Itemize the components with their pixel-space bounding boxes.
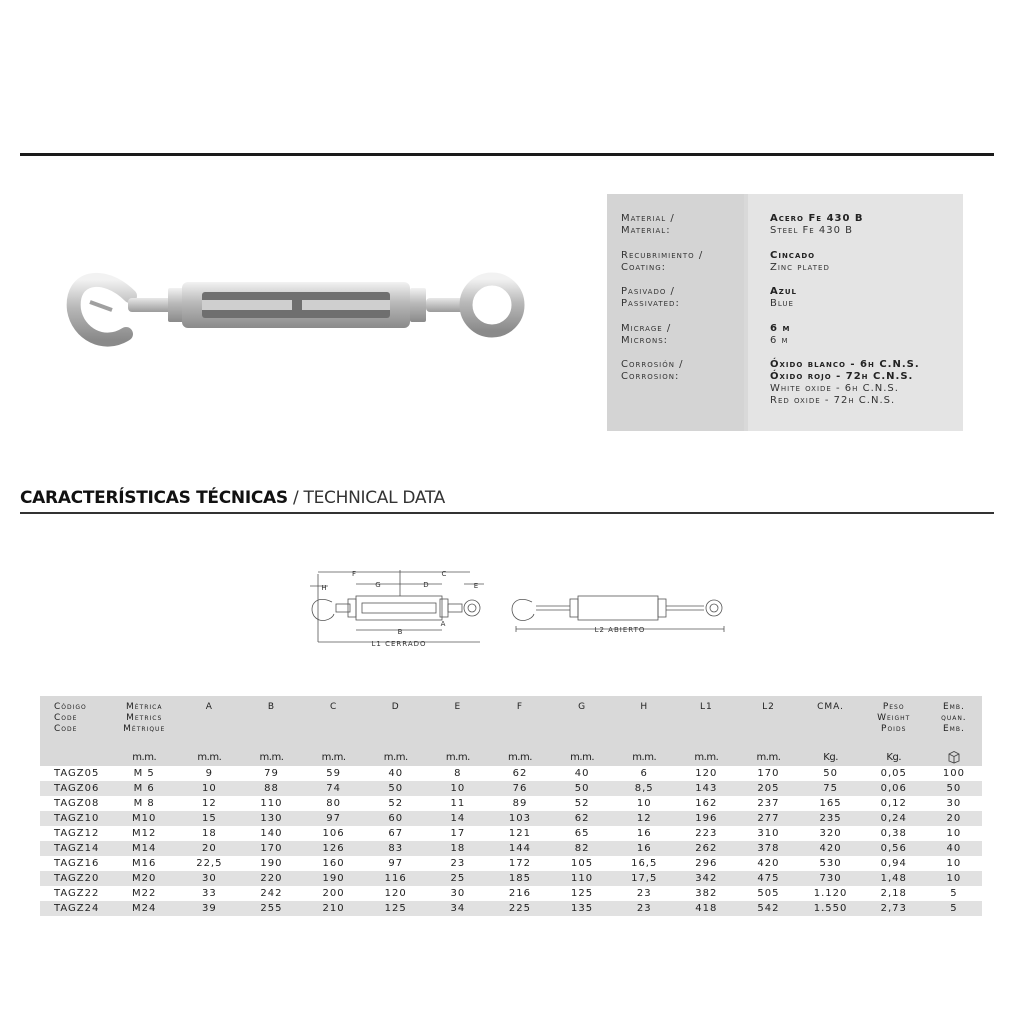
table-cell: TAGZ24 [40,901,110,916]
table-cell: 277 [737,811,799,826]
table-cell: 15 [178,811,240,826]
table-cell: 242 [240,886,302,901]
table-row [40,901,982,916]
spec-label-en: Coating: [621,262,666,273]
dim-label-l1: L1 CERRADO [371,640,427,648]
table-cell: 52 [551,796,613,811]
table-cell: 172 [489,856,551,871]
table-cell: 5 [926,886,982,901]
table-cell: 190 [303,871,365,886]
table-cell: 16,5 [613,856,675,871]
spec-label-en: Microns: [621,335,669,346]
unit-cell: m.m. [303,748,365,766]
table-cell: 12 [178,796,240,811]
table-cell: 135 [551,901,613,916]
table-cell: 39 [178,901,240,916]
table-row [40,856,982,871]
unit-cell: m.m. [427,748,489,766]
table-cell: 100 [926,766,982,781]
section-title [20,488,445,508]
section-title-es: CARACTERÍSTICAS TÉCNICAS [20,488,288,508]
table-cell: 120 [365,886,427,901]
table-cell: 296 [675,856,737,871]
table-cell: TAGZ20 [40,871,110,886]
table-cell: 418 [675,901,737,916]
table-cell: 62 [551,811,613,826]
table-cell: 200 [303,886,365,901]
table-cell: 59 [303,766,365,781]
table-cell: 25 [427,871,489,886]
col-header-l1: L1 [675,696,737,748]
table-cell: TAGZ06 [40,781,110,796]
table-header-row [40,696,982,748]
table-cell: 1.120 [800,886,862,901]
spec-label-en: Corrosion: [621,371,680,382]
table-cell: 52 [365,796,427,811]
table-cell: 116 [365,871,427,886]
spec-value-es: Azul [770,286,797,297]
unit-cell: m.m. [240,748,302,766]
unit-cell: m.m. [178,748,240,766]
spec-label-es: Recubrimiento / [621,250,704,261]
table-cell: 0,12 [862,796,926,811]
table-cell: 88 [240,781,302,796]
table-cell: M22 [110,886,178,901]
table-cell: 34 [427,901,489,916]
table-row [40,886,982,901]
unit-cell: m.m. [489,748,551,766]
table-cell: M 8 [110,796,178,811]
table-cell: 140 [240,826,302,841]
table-cell: M14 [110,841,178,856]
table-cell: 0,05 [862,766,926,781]
specifications-panel [607,194,963,431]
table-cell: 165 [800,796,862,811]
spec-value-en: White oxide - 6h C.N.S. [770,383,899,394]
unit-cell: m.m. [613,748,675,766]
table-cell: 65 [551,826,613,841]
spec-value-en: Blue [770,298,794,309]
col-header-b: B [240,696,302,748]
table-cell: 378 [737,841,799,856]
table-cell: 23 [613,886,675,901]
table-cell: 1.550 [800,901,862,916]
table-cell: 23 [613,901,675,916]
table-cell: 106 [303,826,365,841]
spec-value-en: Zinc plated [770,262,830,273]
table-cell: 237 [737,796,799,811]
table-units-row [40,748,982,766]
table-cell: TAGZ08 [40,796,110,811]
col-header-g: G [551,696,613,748]
table-cell: 8,5 [613,781,675,796]
table-cell: M10 [110,811,178,826]
table-cell: 216 [489,886,551,901]
table-cell: 110 [240,796,302,811]
table-cell: 162 [675,796,737,811]
col-header-metric: Métrica Metrics Métrique [110,696,178,748]
table-cell: 320 [800,826,862,841]
table-cell: 83 [365,841,427,856]
table-cell: 89 [489,796,551,811]
spec-value-es: Acero Fe 430 B [770,213,864,224]
spec-label-es: Pasivado / [621,286,675,297]
table-cell: 33 [178,886,240,901]
table-cell: 255 [240,901,302,916]
dim-label-h: H [321,584,327,592]
table-cell: 262 [675,841,737,856]
table-cell: 220 [240,871,302,886]
table-cell: TAGZ22 [40,886,110,901]
spec-label-en: Passivated: [621,298,680,309]
table-cell: 10 [427,781,489,796]
table-cell: 11 [427,796,489,811]
table-cell: 80 [303,796,365,811]
col-header-f: F [489,696,551,748]
table-cell: 160 [303,856,365,871]
table-cell: TAGZ12 [40,826,110,841]
unit-cell: m.m. [551,748,613,766]
table-row [40,796,982,811]
col-header-a: A [178,696,240,748]
table-cell: 74 [303,781,365,796]
table-cell: 125 [551,886,613,901]
top-divider [20,153,994,156]
dim-label-c: C [441,570,447,578]
col-header-packaging: Emb. quan. Emb. [926,696,982,748]
table-cell: 0,94 [862,856,926,871]
table-cell: 62 [489,766,551,781]
spec-value-en-2: Red oxide - 72h C.N.S. [770,395,896,406]
table-cell: 9 [178,766,240,781]
table-cell: 17 [427,826,489,841]
table-row [40,766,982,781]
table-cell: 76 [489,781,551,796]
dim-label-d: D [423,581,429,589]
unit-cell: Kg. [862,748,926,766]
table-cell: 2,73 [862,901,926,916]
table-cell: M 6 [110,781,178,796]
dim-label-e: E [473,582,479,590]
section-title-en: / TECHNICAL DATA [287,488,445,508]
dim-label-f: F [351,570,357,578]
table-cell: 382 [675,886,737,901]
table-cell: 0,38 [862,826,926,841]
table-cell: 18 [427,841,489,856]
table-cell: 16 [613,826,675,841]
table-cell: M16 [110,856,178,871]
unit-cell [926,748,982,766]
table-cell: 82 [551,841,613,856]
spec-value-es: Cincado [770,250,816,261]
table-cell: 79 [240,766,302,781]
table-row [40,841,982,856]
table-cell: 16 [613,841,675,856]
table-cell: 420 [800,841,862,856]
table-cell: 0,24 [862,811,926,826]
table-cell: 18 [178,826,240,841]
spec-value-es: 6 µ [770,323,791,334]
dim-label-g: G [375,581,381,589]
table-cell: 60 [365,811,427,826]
table-row [40,811,982,826]
table-cell: 0,06 [862,781,926,796]
table-cell: 505 [737,886,799,901]
table-cell: 50 [365,781,427,796]
table-cell: 143 [675,781,737,796]
spec-label-es: Material / [621,213,675,224]
dim-label-b: B [397,628,403,636]
table-cell: 170 [240,841,302,856]
table-cell: 205 [737,781,799,796]
table-cell: 225 [489,901,551,916]
table-cell: 67 [365,826,427,841]
section-divider [20,512,994,514]
spec-label-en: Material: [621,225,671,236]
table-cell: M20 [110,871,178,886]
table-cell: 542 [737,901,799,916]
table-cell: M24 [110,901,178,916]
table-row [40,826,982,841]
table-cell: 30 [178,871,240,886]
table-cell: 126 [303,841,365,856]
table-cell: 196 [675,811,737,826]
table-cell: TAGZ10 [40,811,110,826]
spec-value-es: Óxido blanco - 6h C.N.S. [770,359,920,370]
table-cell: 170 [737,766,799,781]
table-cell: 50 [926,781,982,796]
col-header-l2: L2 [737,696,799,748]
spec-value-en: 6 µ [770,335,789,346]
col-header-c: C [303,696,365,748]
table-row [40,781,982,796]
table-cell: 12 [613,811,675,826]
table-cell: 310 [737,826,799,841]
table-cell: 210 [303,901,365,916]
table-cell: M12 [110,826,178,841]
table-row [40,871,982,886]
table-cell: 40 [926,841,982,856]
table-cell: 10 [926,826,982,841]
unit-cell: m.m. [737,748,799,766]
unit-cell: m.m. [365,748,427,766]
col-header-h: H [613,696,675,748]
table-cell: 2,18 [862,886,926,901]
table-cell: 0,56 [862,841,926,856]
unit-cell: m.m. [675,748,737,766]
table-cell: 223 [675,826,737,841]
dim-label-l2: L2 ABIERTO [594,626,646,634]
table-cell: 14 [427,811,489,826]
table-cell: TAGZ05 [40,766,110,781]
dim-label-a: A [440,620,446,628]
spec-label-es: Micrage / [621,323,672,334]
table-cell: 20 [926,811,982,826]
table-cell: 97 [365,856,427,871]
table-cell: M 5 [110,766,178,781]
table-cell: 50 [800,766,862,781]
table-cell: 103 [489,811,551,826]
table-cell: 120 [675,766,737,781]
table-cell: 475 [737,871,799,886]
table-cell: 22,5 [178,856,240,871]
table-cell: 730 [800,871,862,886]
box-icon [947,750,961,764]
table-cell: 342 [675,871,737,886]
table-cell: 40 [551,766,613,781]
table-cell: 10 [613,796,675,811]
unit-cell: m.m. [110,748,178,766]
table-cell: TAGZ14 [40,841,110,856]
col-header-e: E [427,696,489,748]
technical-data-table [40,696,982,916]
table-cell: 8 [427,766,489,781]
unit-cell: Kg. [800,748,862,766]
unit-cell [40,748,110,766]
table-cell: 30 [427,886,489,901]
table-cell: 110 [551,871,613,886]
col-header-weight: Peso Weight Poids [862,696,926,748]
table-cell: 75 [800,781,862,796]
table-cell: 10 [926,856,982,871]
table-cell: 1,48 [862,871,926,886]
table-cell: 6 [613,766,675,781]
table-cell: 10 [926,871,982,886]
table-body [40,766,982,916]
table-cell: 20 [178,841,240,856]
table-cell: 97 [303,811,365,826]
table-cell: 105 [551,856,613,871]
table-cell: 190 [240,856,302,871]
table-cell: 130 [240,811,302,826]
table-cell: 185 [489,871,551,886]
table-cell: 40 [365,766,427,781]
table-cell: 23 [427,856,489,871]
table-cell: 144 [489,841,551,856]
table-cell: 30 [926,796,982,811]
col-header-d: D [365,696,427,748]
dimension-diagram [300,566,750,650]
table-cell: 17,5 [613,871,675,886]
col-header-code: Código Code Code [40,696,110,748]
table-cell: 530 [800,856,862,871]
table-cell: 5 [926,901,982,916]
turnbuckle-photo [60,250,540,378]
table-cell: TAGZ16 [40,856,110,871]
table-cell: 125 [365,901,427,916]
spec-label-es: Corrosión / [621,359,684,370]
table-cell: 420 [737,856,799,871]
table-cell: 235 [800,811,862,826]
table-cell: 121 [489,826,551,841]
table-cell: 10 [178,781,240,796]
spec-value-en: Steel Fe 430 B [770,225,854,236]
spec-value-es-2: Óxido rojo - 72h C.N.S. [770,371,914,382]
table-cell: 50 [551,781,613,796]
col-header-cma: CMA. [800,696,862,748]
